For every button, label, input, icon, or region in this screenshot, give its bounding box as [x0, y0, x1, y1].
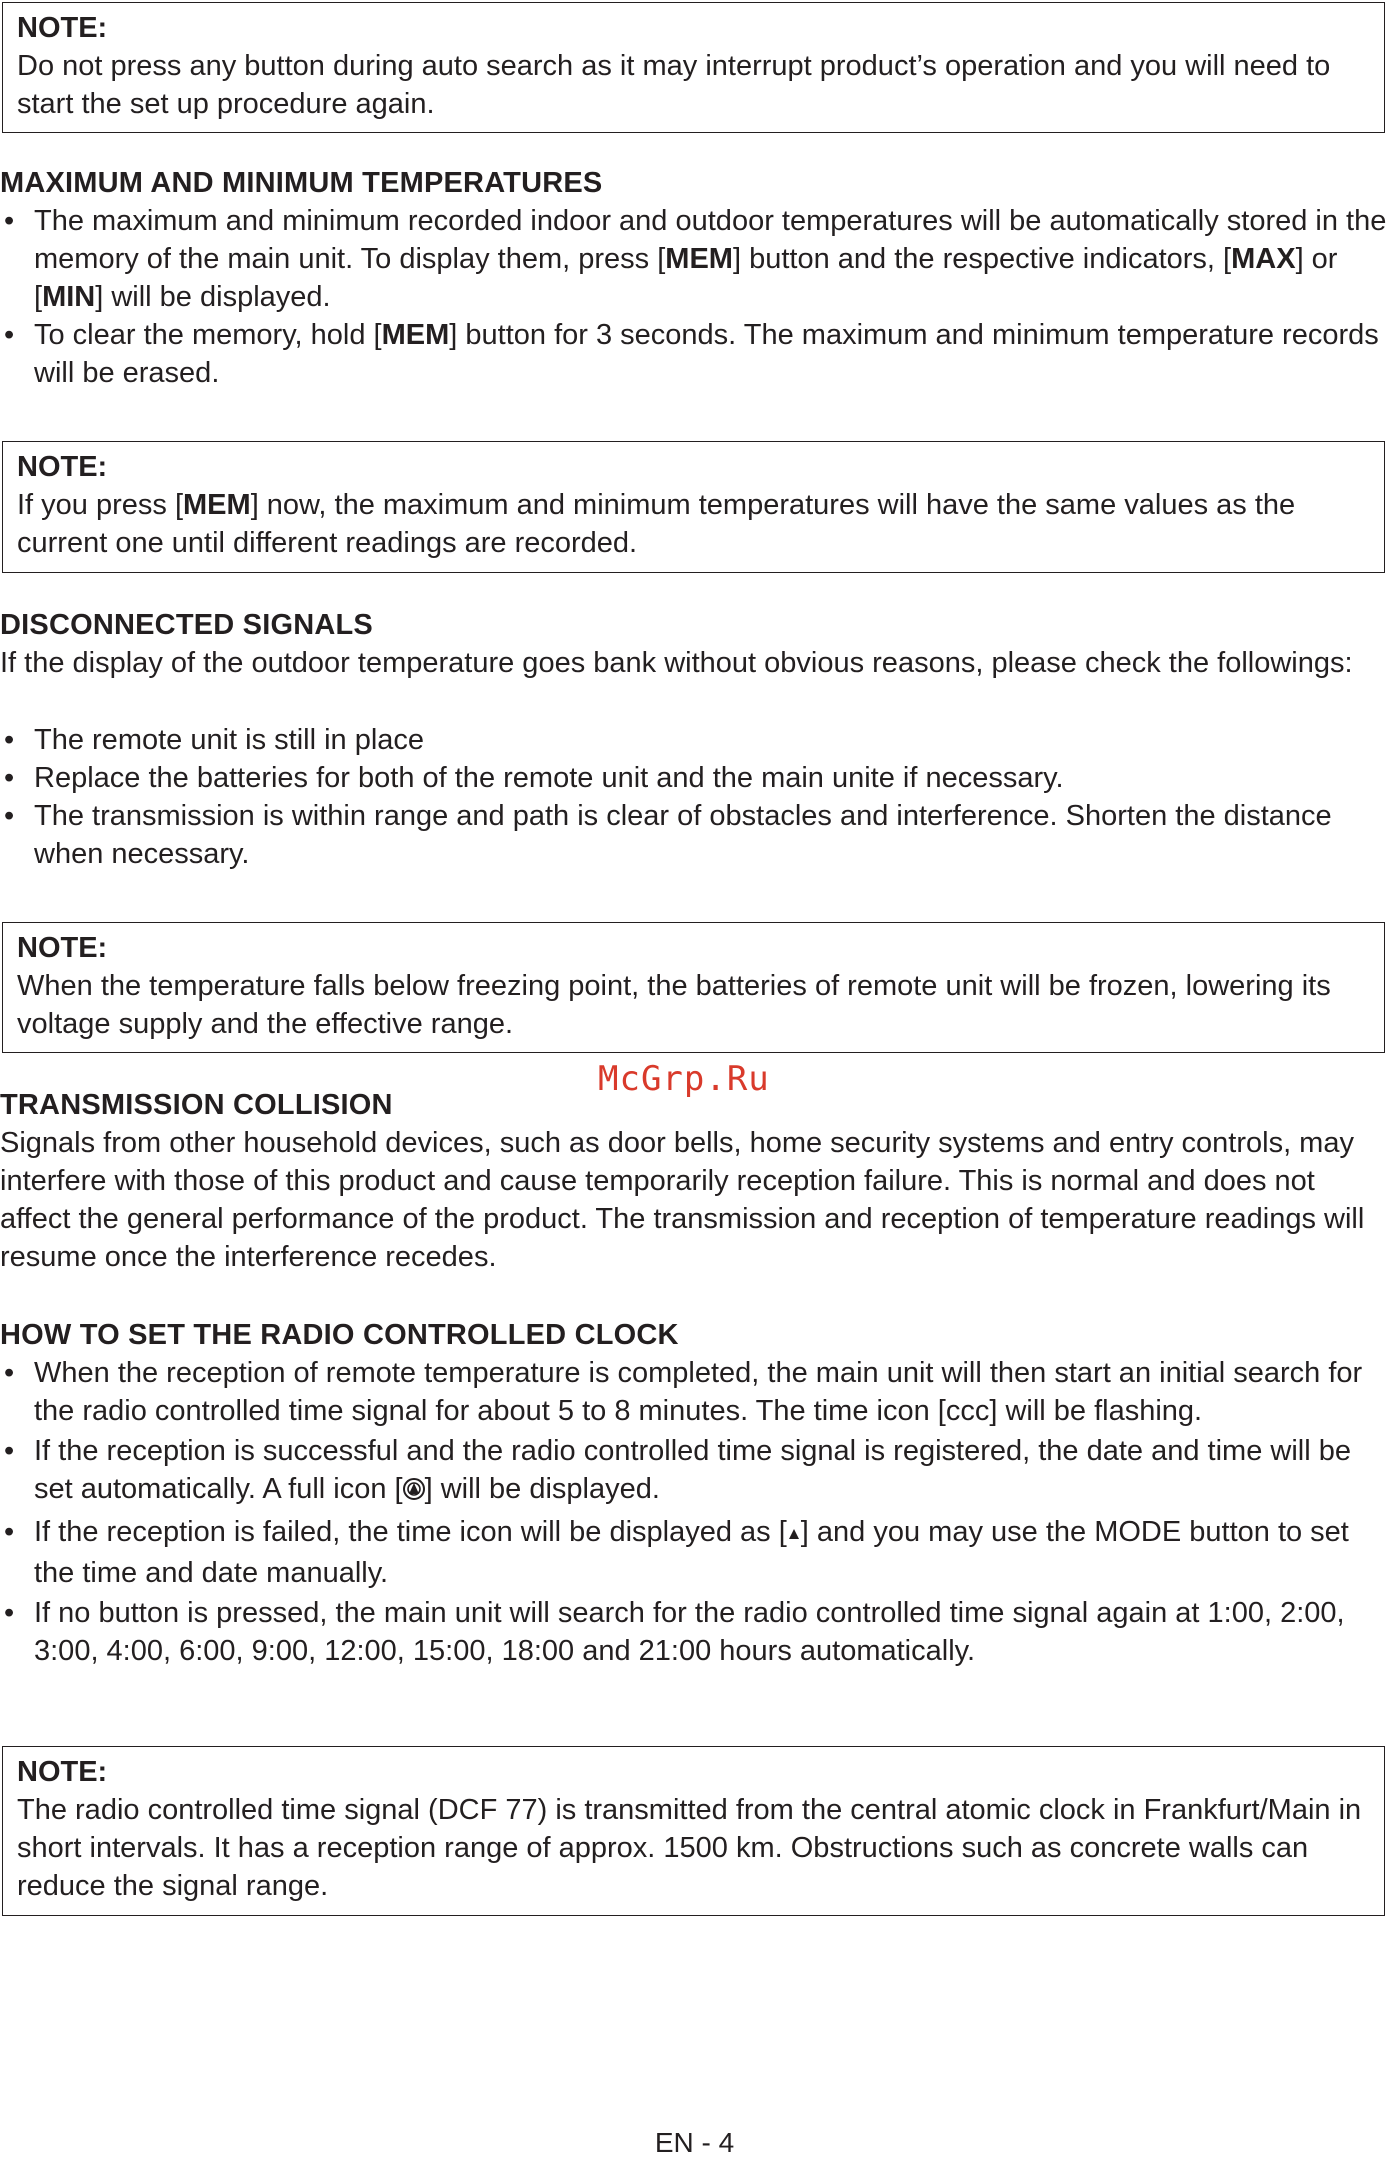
note-box-auto-search — [2, 2, 1385, 133]
note-box-freezing: NOTE: When the temperature falls below freezing point, the batteries of remote unit will be frozen, lowering its voltage supply and the effective range. — [2, 922, 1385, 1053]
note-text: Do not press any button during auto search as it may interrupt product’s operation and you will need to start the set up procedure again. — [17, 50, 1331, 120]
collision-text: Signals from other household devices, such as door bells, home security systems and entry controls, may interfere with those of this product and cause temporarily reception failure. This is normal and does not affect the general performance of the product. The transmission and reception of temperature readings will resume once the interference recedes. — [0, 1127, 1365, 1273]
weak-signal-icon — [787, 1516, 801, 1554]
note-box-mem: NOTE: If you press [MEM] now, the maximum and minimum temperatures will have the same values as the current one until different readings are recorded. — [2, 441, 1385, 573]
list-item: • To clear the memory, hold [MEM] button for 3 seconds. The maximum and minimum temperature records will be erased. — [4, 319, 1379, 389]
disconnected-list — [0, 721, 1389, 873]
section-heading-disconnected: DISCONNECTED SIGNALS — [0, 609, 373, 641]
list-item: • The transmission is within range and path is clear of obstacles and interference. Shorten the distance when necessary. — [4, 800, 1332, 870]
mem-label: MEM — [665, 243, 733, 275]
note-title: NOTE: — [17, 451, 108, 483]
list-item: • Replace the batteries for both of the remote unit and the main unite if necessary. — [4, 762, 1064, 794]
list-item: • The remote unit is still in place — [4, 724, 425, 756]
mem-label: MEM — [381, 319, 450, 351]
full-signal-icon — [403, 1473, 425, 1511]
section-heading-radio-clock: HOW TO SET THE RADIO CONTROLLED CLOCK — [0, 1319, 679, 1351]
note-title: NOTE: — [17, 12, 108, 44]
section-heading-max-min: MAXIMUM AND MINIMUM TEMPERATURES — [0, 167, 603, 199]
page-number: EN - 4 — [654, 2127, 735, 2158]
note-box-dcf77: NOTE: The radio controlled time signal (DCF 77) is transmitted from the central atomic clock in Frankfurt/Main in short intervals. It has a reception range of approx. 1500 km. Obstructions such as concrete walls can reduce the signal range. — [2, 1746, 1385, 1916]
max-label: MAX — [1231, 243, 1296, 275]
max-min-list — [0, 202, 1389, 392]
watermark: McGrp.Ru — [598, 1059, 770, 1099]
note-title: NOTE: — [17, 932, 108, 964]
mem-label: MEM — [183, 489, 251, 521]
disconnected-intro: If the display of the outdoor temperature goes bank without obvious reasons, please check the followings: — [0, 647, 1353, 679]
list-item: • If the reception is failed, the time icon will be displayed as [ ] and you may use the MODE button to set the time and date manually. — [4, 1516, 1349, 1589]
list-item: • When the reception of remote temperature is completed, the main unit will then start an initial search for the radio controlled time signal for about 5 to 8 minutes. The time icon [ccc] will be flashing. — [4, 1357, 1363, 1427]
list-item: • If the reception is successful and the radio controlled time signal is registered, the date and time will be set automatically. A full icon [ ] will be displayed. — [0, 1432, 1389, 1511]
section-heading-collision: TRANSMISSION COLLISION — [0, 1089, 393, 1121]
note-title: NOTE: — [17, 1756, 108, 1788]
list-item: • If no button is pressed, the main unit will search for the radio controlled time signal again at 1:00, 2:00, 3:00, 4:00, 6:00, 9:00, 12:00, 15:00, 18:00 and 21:00 hours automatically. — [4, 1597, 1345, 1667]
list-item: • The maximum and minimum recorded indoor and outdoor temperatures will be automatically stored in the memory of the main unit. To display them, press [MEM] button and the respective indicators, [MAX] or [MIN] will be displayed. — [4, 205, 1387, 313]
radio-clock-list — [0, 1354, 1389, 1670]
min-label: MIN — [42, 281, 96, 313]
